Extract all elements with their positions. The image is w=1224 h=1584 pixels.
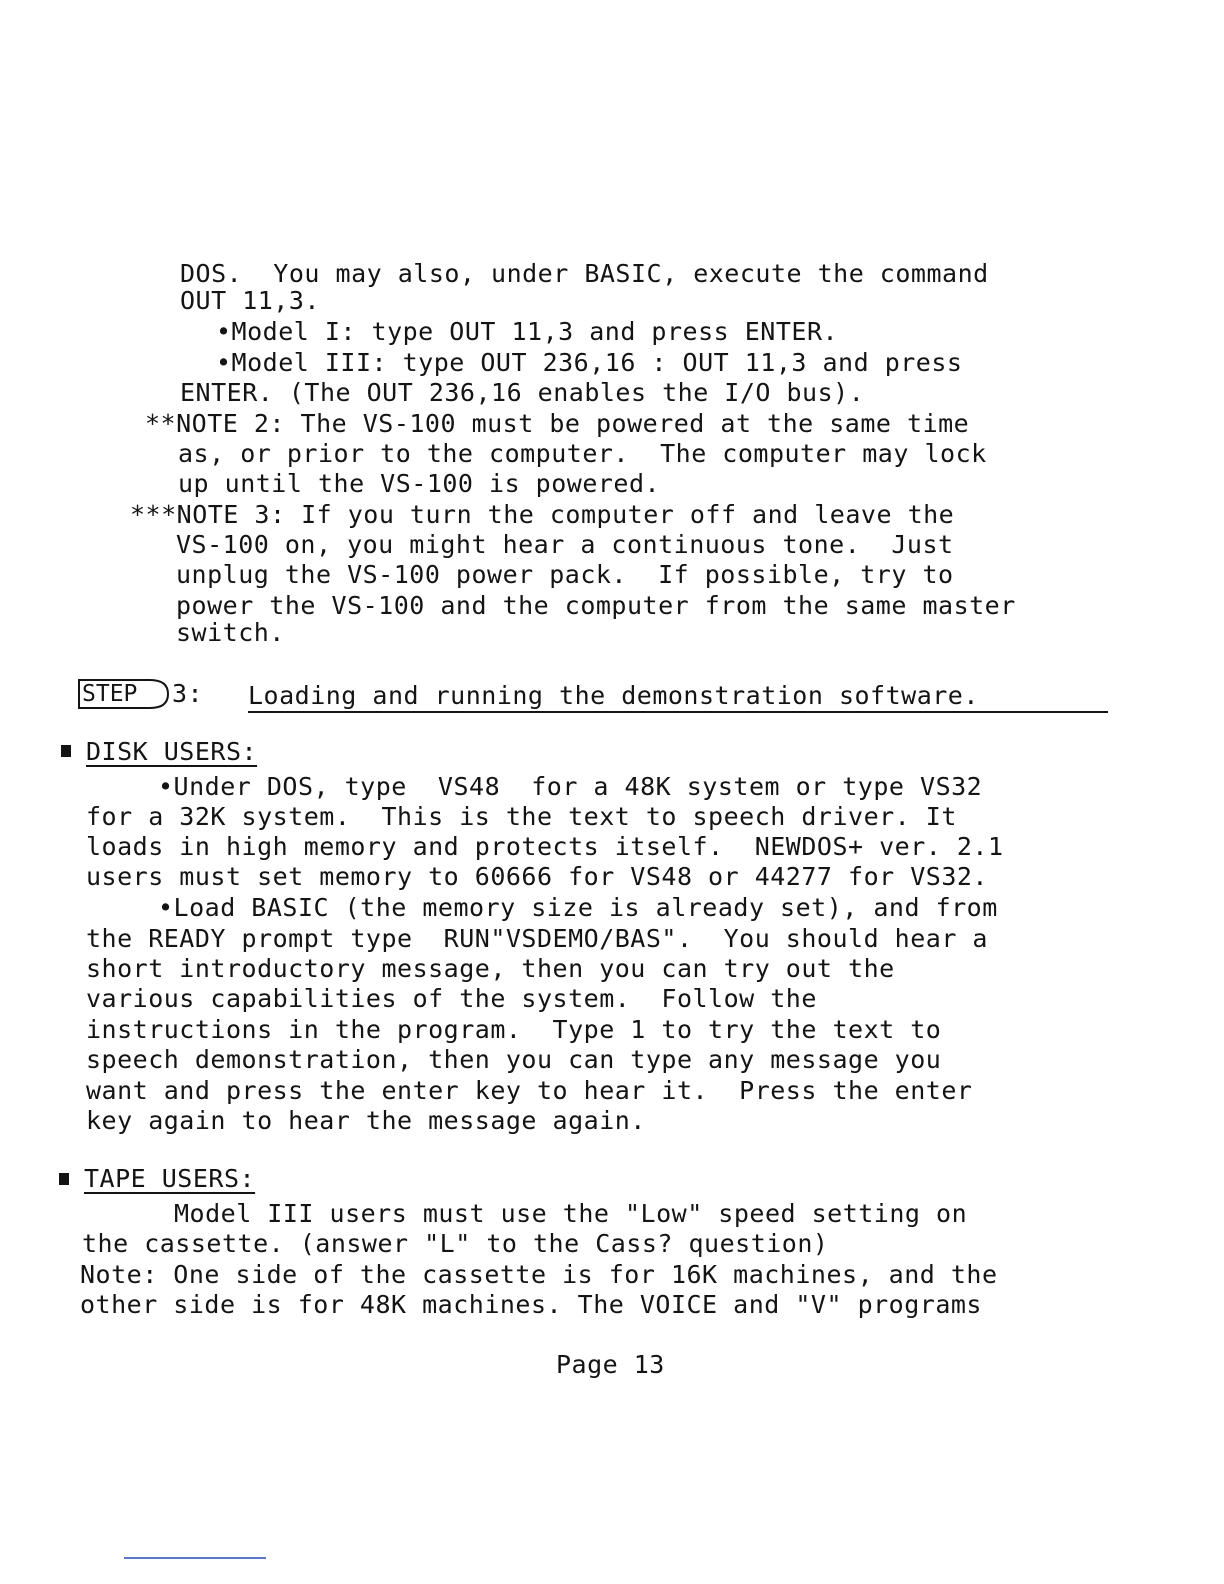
- text-line: •Model I: type OUT 11,3 and press ENTER.: [216, 317, 839, 346]
- section-bullet: [61, 745, 71, 757]
- tape-users-heading: TAPE USERS:: [84, 1164, 256, 1193]
- text-line: key again to hear the message again.: [86, 1106, 646, 1135]
- text-line: Model III users must use the "Low" speed setting on: [174, 1199, 968, 1228]
- disk-users-heading: DISK USERS:: [86, 737, 258, 766]
- text-line: instructions in the program. Type 1 to try the text to: [86, 1015, 942, 1044]
- step-title: Loading and running the demonstration software.: [248, 681, 979, 710]
- text-line: switch.: [176, 618, 285, 647]
- page-number: Page 13: [556, 1350, 665, 1379]
- text-line: the READY prompt type RUN"VSDEMO/BAS". You should hear a: [86, 924, 988, 953]
- text-line: various capabilities of the system. Follow the: [86, 984, 817, 1013]
- section-bullet: [59, 1173, 69, 1185]
- text-line: speech demonstration, then you can type any message you: [86, 1045, 942, 1074]
- note-3-line: ***NOTE 3: If you turn the computer off and leave the: [130, 500, 955, 529]
- text-line: ENTER. (The OUT 236,16 enables the I/O bus).: [180, 378, 865, 407]
- text-line: up until the VS-100 is powered.: [178, 469, 661, 498]
- footer-rule: [124, 1557, 266, 1559]
- text-line: as, or prior to the computer. The computer may lock: [178, 439, 987, 468]
- text-line: for a 32K system. This is the text to speech driver. It: [86, 802, 957, 831]
- text-line: Note: One side of the cassette is for 16K machines, and the: [80, 1260, 998, 1289]
- text-line: VS-100 on, you might hear a continuous tone. Just: [176, 530, 954, 559]
- note-2-line: **NOTE 2: The VS-100 must be powered at the same time: [145, 409, 970, 438]
- step-title-underline: [248, 711, 1108, 713]
- text-line: power the VS-100 and the computer from the same master: [176, 591, 1016, 620]
- text-line: •Load BASIC (the memory size is already set), and from: [158, 893, 998, 922]
- text-line: OUT 11,3.: [180, 286, 320, 315]
- text-line: •Under DOS, type VS48 for a 48K system or type VS32: [158, 772, 983, 801]
- step-icon-label: STEP: [82, 681, 138, 707]
- text-line: the cassette. (answer "L" to the Cass? question): [82, 1229, 829, 1258]
- text-line: •Model III: type OUT 236,16 : OUT 11,3 and press: [216, 348, 963, 377]
- step-number: 3:: [172, 679, 204, 708]
- text-line: unplug the VS-100 power pack. If possible, try to: [176, 560, 954, 589]
- text-line: want and press the enter key to hear it. Press the enter: [86, 1076, 973, 1105]
- text-line: DOS. You may also, under BASIC, execute the command: [180, 259, 989, 288]
- text-line: short introductory message, then you can try out the: [86, 954, 895, 983]
- text-line: users must set memory to 60666 for VS48 or 44277 for VS32.: [86, 862, 988, 891]
- text-line: loads in high memory and protects itself. NEWDOS+ ver. 2.1: [86, 832, 1004, 861]
- text-line: other side is for 48K machines. The VOICE and "V" programs: [80, 1290, 982, 1319]
